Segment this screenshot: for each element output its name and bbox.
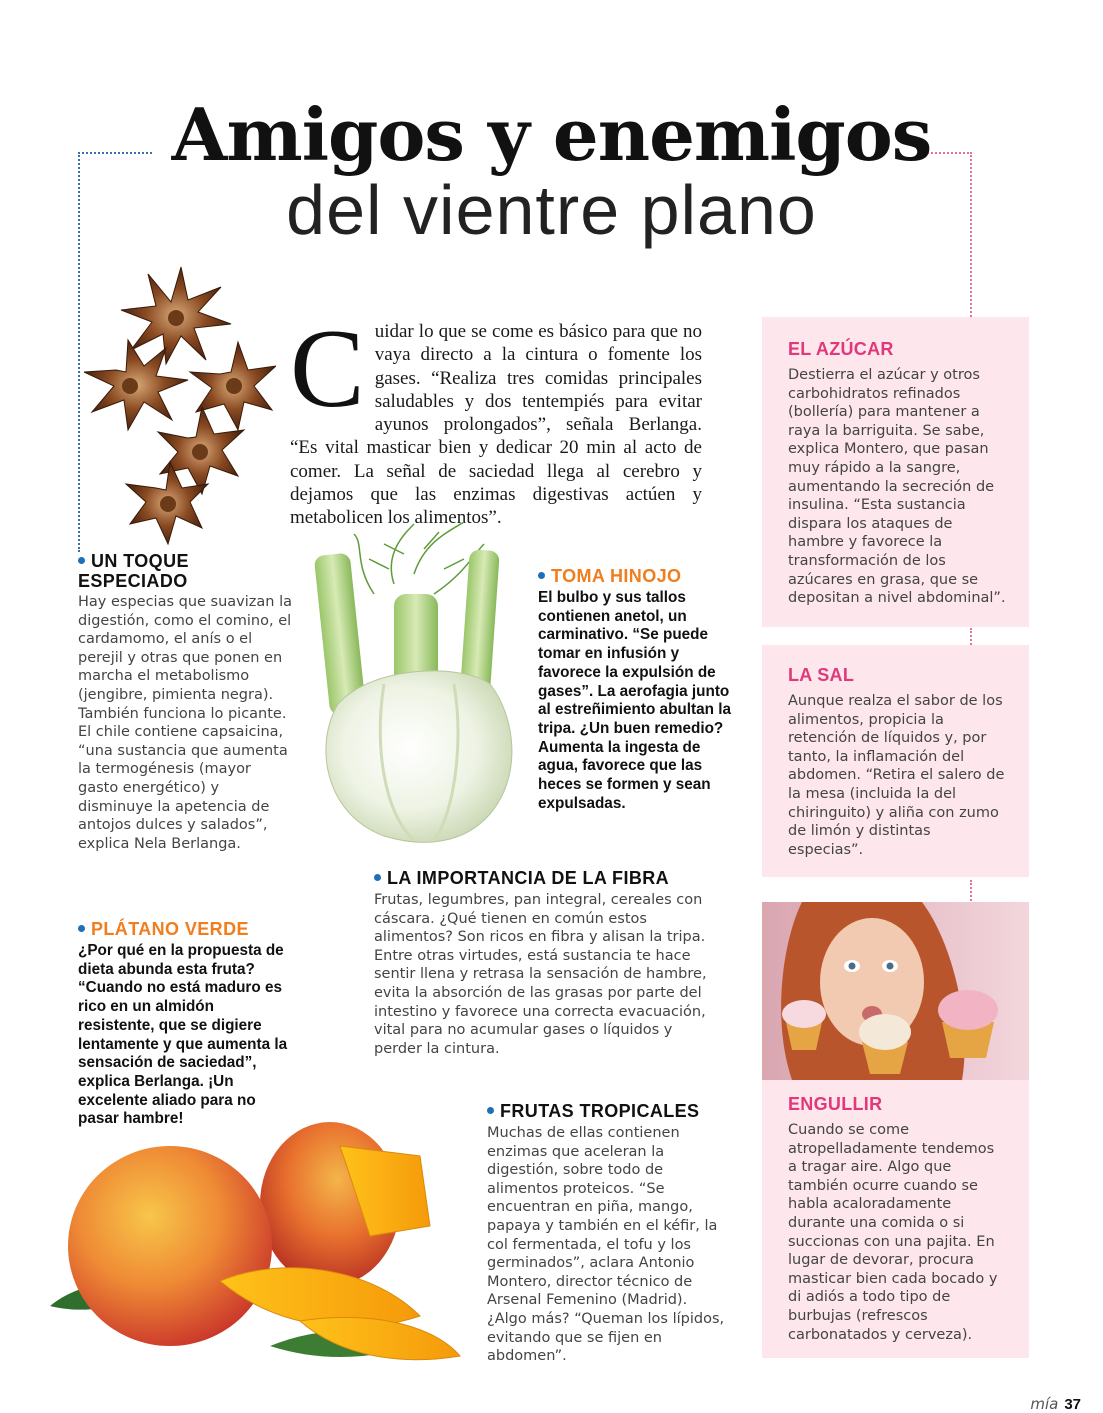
intro-paragraph [290, 307, 702, 530]
section-text: Hay especias que suavizan la digestión, como el comino, el cardamomo, el anís o el perejil y otras que ponen en marcha el metabolismo (jengibre, pimienta negra). También funciona lo picante. El chile contiene capsaicina, “una sustancia que aumenta la termogénesis (mayor gasto energético) y disminuye la apetencia de antojos dulces y salados”, explica Nela Berlanga. [78, 594, 293, 852]
section-title: FRUTAS TROPICALES [487, 1101, 725, 1122]
mango-image [40, 1116, 476, 1378]
section-hinojo [538, 566, 732, 813]
section-text: ¿Por qué en la propuesta de dieta abunda esta fruta? “Cuando no está maduro es rico en un almidón resistente, que se digiere lentamente y que aumenta la sensación de saciedad”, explica Berlanga. ¡Un excelente aliado para no pasar hambre! [78, 942, 288, 1128]
section-text: El bulbo y sus tallos contienen anetol, un carminativo. “Se puede tomar en infusión y favorece la expulsión de gases”. La aerofagia junto al estreñimiento abultan la tripa. ¿Un buen remedio? Aumenta la ingesta de agua, favorece que las heces se formen y sean expulsadas. [538, 589, 731, 812]
fennel-image [314, 514, 530, 844]
sidebar-text: Aunque realza el sabor de los alimentos, propicia la retención de líquidos y, por tanto, la inflamación del abdomen. “Retira el salero de la mesa (incluida la del chiringuito) y aliña con zumo de limón y distintas especias”. [788, 693, 1005, 858]
page-title: Amigos y enemigos [171, 92, 932, 177]
drop-cap: C [290, 307, 365, 431]
bullet-icon [487, 1107, 494, 1114]
page-footer [1030, 1395, 1081, 1413]
page-subtitle: del vientre plano [286, 171, 817, 249]
sidebar-title: ENGULLIR [788, 1094, 883, 1114]
sidebar-box-engullir [762, 1080, 1029, 1358]
section-platano [78, 919, 292, 1129]
bullet-icon [374, 874, 381, 881]
section-title: UN TOQUE ESPECIADO [78, 551, 189, 591]
sidebar-text: Destierra el azúcar y otros carbohidratos refinados (bollería) para mantener a raya la barriguita. Se sabe, explica Montero, que pasan muy rápido a la sangre, aumentando la secreción de insulina. “Esta sustancia dispara los ataques de hambre y favorece la transformación de los azúcares en grasa, que se depositan a nivel abdominal”. [788, 367, 1006, 607]
section-title: PLÁTANO VERDE [78, 919, 292, 940]
sidebar-box-sal [762, 645, 1029, 877]
magazine-name: mía [1030, 1395, 1059, 1413]
sidebar-title: LA SAL [788, 665, 855, 685]
sidebar-title: EL AZÚCAR [788, 339, 894, 359]
star-anise-image [66, 262, 276, 547]
sidebar-box-azucar [762, 317, 1029, 627]
section-text: Frutas, legumbres, pan integral, cereales con cáscara. ¿Qué tienen en común estos alimentos? Son ricos en fibra y alisan la tripa. Entre otras virtudes, está sustancia te hace sentir llena y retrasa la sensación de hambre, evita la absorción de las grasas por parte del intestino y favorece una correcta evacuación, vital para no acumular gases o líquidos y perder la cintura. [374, 892, 707, 1057]
section-title: TOMA HINOJO [538, 566, 732, 587]
intro-text: uidar lo que se come es básico para que no vaya directo a la cintura o fomente los gases. “Realiza tres comidas principales saludables y dos tentempiés para evitar ayunos prolongados”, señala Berlanga. “Es vital masticar bien y dedicar 20 min al acto de comer. La señal de saciedad llega al cerebro y dejamos que las enzimas digestivas actúen y metabolicen los alimentos”. [290, 321, 702, 529]
sidebar-text: Cuando se come atropelladamente tendemos a tragar aire. Algo que también ocurre cuando se habla acaloradamente durante una comida o si succionas con una pajita. En lugar de devorar, procura masticar bien cada bocado y di adiós a todo tipo de burbujas (refrescos carbonatados y cerveza). [788, 1122, 998, 1343]
bullet-icon [538, 572, 545, 579]
section-title: LA IMPORTANCIA DE LA FIBRA [374, 868, 714, 889]
section-especiado [78, 551, 294, 853]
page-number: 37 [1064, 1396, 1081, 1413]
section-text: Muchas de ellas contienen enzimas que aceleran la digestión, sobre todo de alimentos proteicos. “Se encuentran en piña, mango, papaya y también en el kéfir, la col fermentada, el tofu y los germinados”, aclara Antonio Montero, director técnico de Arsenal Femenino (Madrid). ¿Algo más? “Queman los lípidos, evitando que se fijen en abdomen”. [487, 1125, 725, 1365]
section-tropicales [487, 1101, 725, 1366]
bullet-icon [78, 557, 85, 564]
section-fibra [374, 868, 714, 1058]
woman-cupcakes-photo [762, 902, 1029, 1080]
bullet-icon [78, 925, 85, 932]
